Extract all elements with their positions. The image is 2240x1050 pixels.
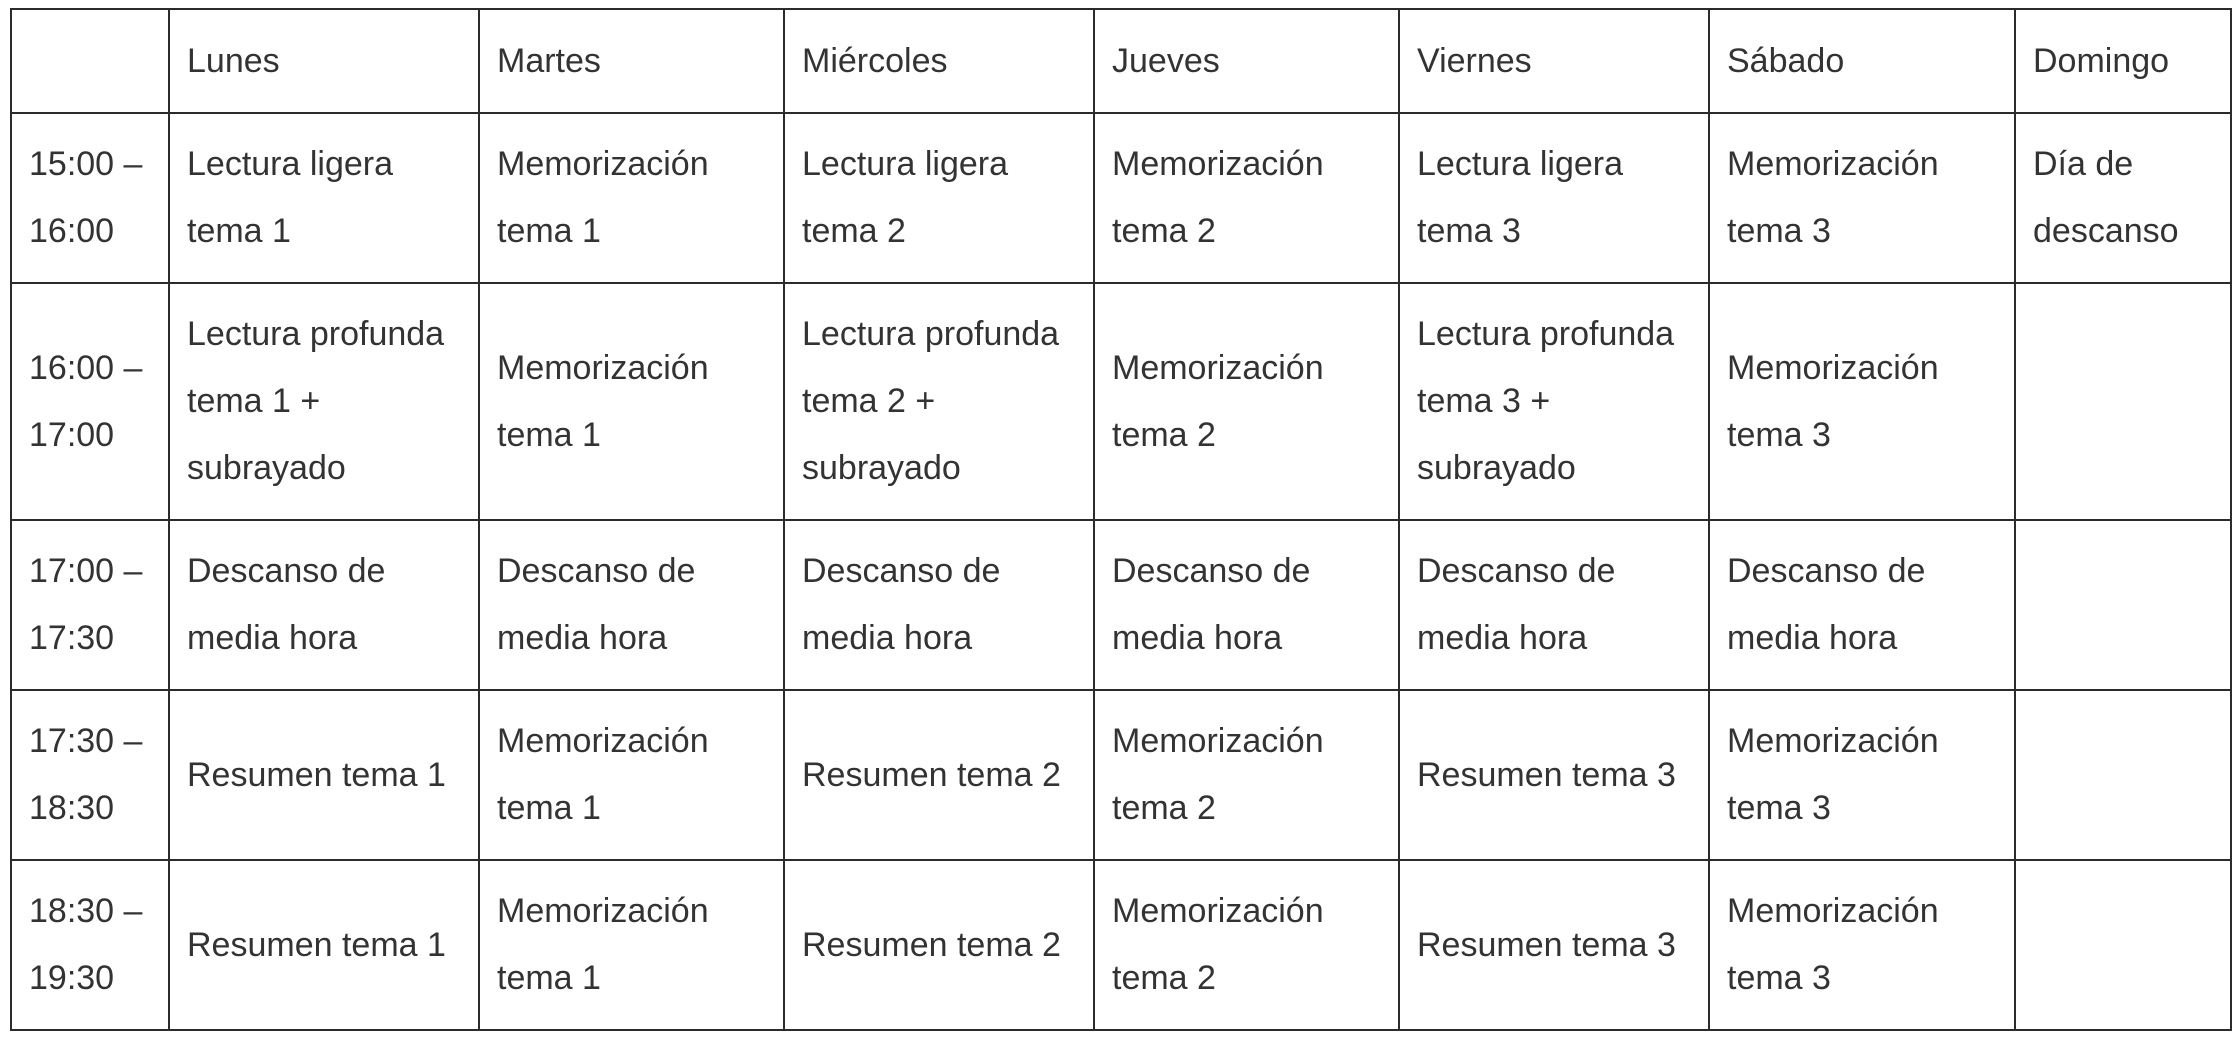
day-header-lunes: Lunes <box>169 9 479 113</box>
schedule-cell: Memorización tema 2 <box>1094 113 1399 283</box>
schedule-cell: Memorización tema 2 <box>1094 283 1399 520</box>
schedule-cell: Lectura ligera tema 1 <box>169 113 479 283</box>
time-slot-cell: 15:00 – 16:00 <box>11 113 169 283</box>
schedule-cell: Memorización tema 2 <box>1094 860 1399 1030</box>
schedule-cell: Memorización tema 1 <box>479 113 784 283</box>
table-row <box>11 113 2231 283</box>
schedule-cell: Día de descanso <box>2015 113 2231 283</box>
time-slot-cell: 17:00 – 17:30 <box>11 520 169 690</box>
schedule-cell: Resumen tema 2 <box>784 690 1094 860</box>
table-row <box>11 860 2231 1030</box>
schedule-cell: Lectura profunda tema 2 + subrayado <box>784 283 1094 520</box>
schedule-cell: Memorización tema 1 <box>479 860 784 1030</box>
schedule-cell: Lectura ligera tema 2 <box>784 113 1094 283</box>
day-header-sabado: Sábado <box>1709 9 2015 113</box>
header-row <box>11 9 2231 113</box>
schedule-cell <box>2015 860 2231 1030</box>
schedule-cell: Memorización tema 3 <box>1709 113 2015 283</box>
corner-cell <box>11 9 169 113</box>
day-header-martes: Martes <box>479 9 784 113</box>
table-row <box>11 520 2231 690</box>
schedule-cell: Memorización tema 1 <box>479 283 784 520</box>
day-header-jueves: Jueves <box>1094 9 1399 113</box>
schedule-cell: Resumen tema 3 <box>1399 690 1709 860</box>
schedule-cell <box>2015 690 2231 860</box>
schedule-cell <box>2015 520 2231 690</box>
schedule-cell: Descanso de media hora <box>169 520 479 690</box>
time-slot-cell: 18:30 – 19:30 <box>11 860 169 1030</box>
schedule-cell: Memorización tema 3 <box>1709 283 2015 520</box>
schedule-cell <box>2015 283 2231 520</box>
table-row <box>11 690 2231 860</box>
schedule-cell: Descanso de media hora <box>1709 520 2015 690</box>
schedule-cell: Resumen tema 3 <box>1399 860 1709 1030</box>
schedule-cell: Memorización tema 2 <box>1094 690 1399 860</box>
day-header-viernes: Viernes <box>1399 9 1709 113</box>
time-slot-cell: 17:30 – 18:30 <box>11 690 169 860</box>
schedule-cell: Descanso de media hora <box>1094 520 1399 690</box>
schedule-cell: Lectura ligera tema 3 <box>1399 113 1709 283</box>
schedule-cell: Resumen tema 2 <box>784 860 1094 1030</box>
day-header-miercoles: Miércoles <box>784 9 1094 113</box>
schedule-cell: Resumen tema 1 <box>169 860 479 1030</box>
schedule-cell: Lectura profunda tema 3 + subrayado <box>1399 283 1709 520</box>
schedule-cell: Descanso de media hora <box>1399 520 1709 690</box>
time-slot-cell: 16:00 – 17:00 <box>11 283 169 520</box>
schedule-cell: Memorización tema 3 <box>1709 690 2015 860</box>
schedule-cell: Resumen tema 1 <box>169 690 479 860</box>
schedule-cell: Lectura profunda tema 1 + subrayado <box>169 283 479 520</box>
schedule-cell: Memorización tema 3 <box>1709 860 2015 1030</box>
study-schedule-table <box>10 8 2232 1031</box>
schedule-cell: Descanso de media hora <box>784 520 1094 690</box>
schedule-cell: Memorización tema 1 <box>479 690 784 860</box>
table-row <box>11 283 2231 520</box>
schedule-cell: Descanso de media hora <box>479 520 784 690</box>
day-header-domingo: Domingo <box>2015 9 2231 113</box>
